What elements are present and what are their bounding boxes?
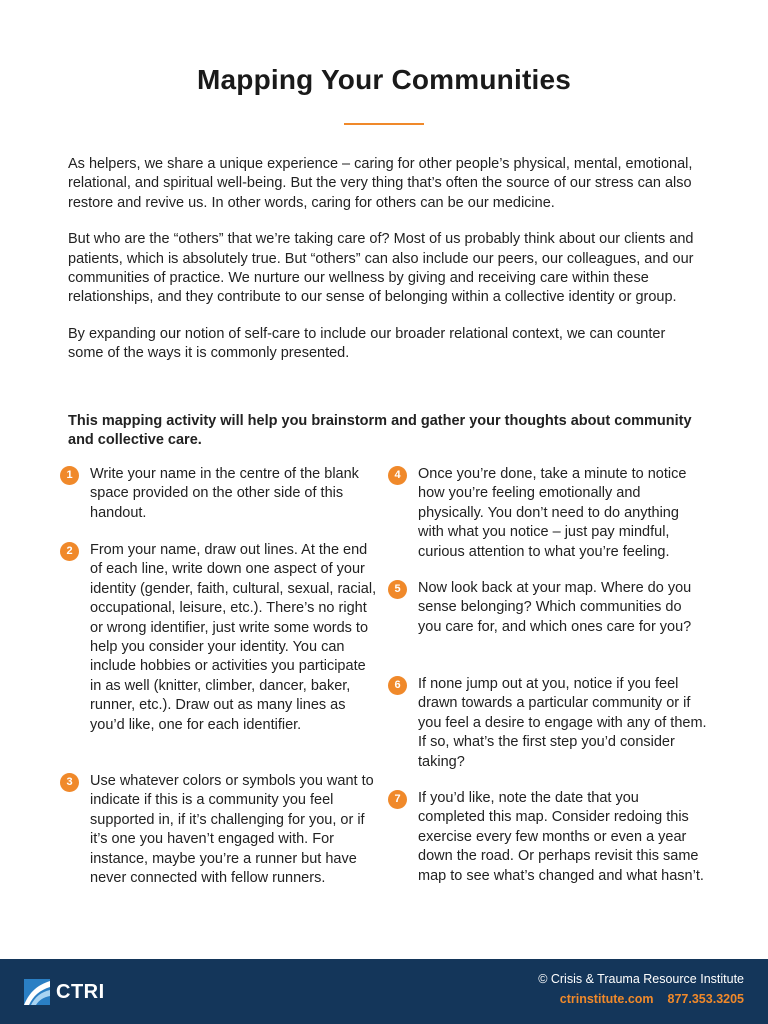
ctri-logo-icon bbox=[24, 979, 50, 1005]
copyright-text: © Crisis & Trauma Resource Institute bbox=[538, 972, 744, 986]
website-link[interactable]: ctrinstitute.com bbox=[559, 992, 654, 1006]
step-number-badge: 7 bbox=[388, 790, 407, 809]
intro-paragraph-1: As helpers, we share a unique experience – caring for other people’s physical, mental, emotional, relational, and spiritual well-being. But the very thing that’s often the source of our stress can also restore and revive us. In other words, caring for others can be our medicine. bbox=[68, 156, 693, 211]
page-footer bbox=[0, 959, 768, 1024]
step-number-badge: 6 bbox=[388, 676, 407, 695]
step-2 bbox=[66, 541, 380, 735]
intro-paragraph-2: But who are the “others” that we’re taking care of? Most of us probably think about our clients and patients, which is absolutely true. But “others” can also include our peers, our colleagues, and our communities of practice. We nurture our wellness by giving and receiving care within these relationships, and they contribute to our sense of belonging within a collective identity or group. bbox=[68, 231, 694, 306]
step-text: If you’d like, note the date that you completed this map. Consider redoing this exercise every few months or even a year down the road. Or perhaps revisit this same map to see what’s changed and what hasn’t. bbox=[418, 790, 704, 884]
activity-lead: This mapping activity will help you brainstorm and gather your thoughts about community and collective care. bbox=[68, 413, 692, 449]
step-text: Use whatever colors or symbols you want to indicate if this is a community you feel supported in, if it’s challenging for you, or if it’s one you haven’t engaged with. For instance, maybe you’re a runner but have never connected with fellow runners. bbox=[90, 773, 374, 887]
step-text: If none jump out at you, notice if you feel drawn towards a particular community or if you feel a desire to engage with any of them. If so, what’s the first step you’d consider taking? bbox=[418, 676, 707, 770]
step-number-badge: 1 bbox=[60, 466, 79, 485]
title-divider bbox=[344, 123, 424, 125]
intro-paragraph-3: By expanding our notion of self-care to include our broader relational context, we can counter some of the ways it is commonly presented. bbox=[68, 325, 666, 362]
step-number-badge: 5 bbox=[388, 580, 407, 599]
step-1 bbox=[66, 465, 380, 523]
step-number-badge: 4 bbox=[388, 466, 407, 485]
step-text: From your name, draw out lines. At the end of each line, write down one aspect of your identity (gender, faith, cultural, sexual, racial, occupational, leisure, etc.). There’s no right or wrong identifier, just write some words to help you consider your identity. You can include hobbies or activities you participate in as well (knitter, climber, dancer, baker, runner, etc.). Draw out as many lines as you’d like, one for each identifier. bbox=[90, 542, 377, 733]
intro-section bbox=[68, 155, 704, 381]
step-number-badge: 2 bbox=[60, 542, 79, 561]
step-7 bbox=[394, 789, 708, 886]
page-title: Mapping Your Communities bbox=[197, 64, 571, 95]
step-text: Write your name in the centre of the blank space provided on the other side of this handout. bbox=[90, 466, 359, 521]
step-4 bbox=[394, 465, 708, 562]
step-text: Now look back at your map. Where do you sense belonging? Which communities do you care for, and which ones care for you? bbox=[418, 580, 692, 635]
contact-info bbox=[560, 992, 744, 1006]
step-number-badge: 3 bbox=[60, 773, 79, 792]
step-3 bbox=[66, 772, 380, 888]
phone-number: 877.353.3205 bbox=[667, 992, 744, 1006]
step-text: Once you’re done, take a minute to notice how you’re feeling emotionally and physically. You don’t need to do anything with what you notice – just pay mindful, curious attention to what you’re feeling. bbox=[418, 466, 687, 560]
step-5 bbox=[394, 579, 708, 637]
step-6 bbox=[394, 675, 708, 772]
logo-wordmark: CTRI bbox=[56, 981, 105, 1003]
